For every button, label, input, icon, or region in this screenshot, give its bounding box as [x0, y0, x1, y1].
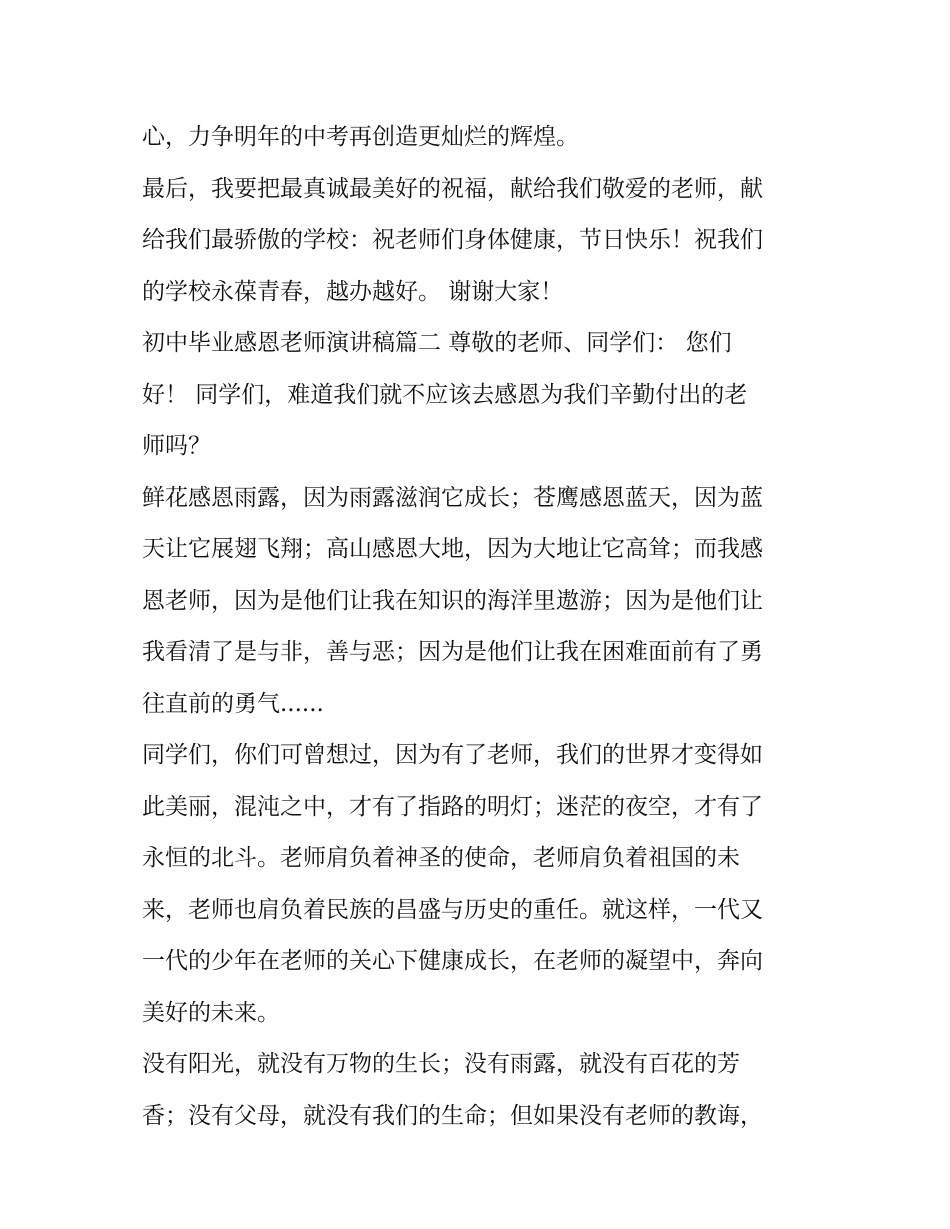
text-line: 往直前的勇气...... [142, 690, 324, 717]
text-line: 初中毕业感恩老师演讲稿篇二 尊敬的老师、同学们： 您们 [142, 330, 732, 356]
paragraph [142, 164, 822, 319]
text-line: 没有阳光，就没有万物的生长；没有雨露，就没有百花的芳 [142, 1051, 740, 1077]
text-line: 一代的少年在老师的关心下健康成长，在老师的凝望中，奔向 [142, 948, 763, 974]
text-line: 香；没有父母，就没有我们的生命；但如果没有老师的教诲， [142, 1102, 763, 1129]
paragraph [142, 473, 822, 731]
text-line: 最后，我要把最真诚最美好的祝福，献给我们敬爱的老师，献 [142, 175, 763, 202]
text-line: 美好的未来。 [142, 999, 280, 1026]
paragraph [142, 112, 822, 164]
text-line: 我看清了是与非，善与恶；因为是他们让我在困难面前有了勇 [142, 639, 763, 665]
text-line: 鲜花感恩雨露，因为雨露滋润它成长；苍鹰感恩蓝天，因为蓝 [142, 484, 763, 511]
paragraph [142, 1039, 822, 1142]
text-line: 的学校永葆青春，越办越好。 谢谢大家！ [142, 278, 564, 305]
text-line: 心，力争明年的中考再创造更灿烂的辉煌。 [142, 124, 579, 150]
text-line: 永恒的北斗。老师肩负着神圣的使命，老师肩负着祖国的未 [142, 845, 740, 871]
text-line: 天让它展翅飞翔；高山感恩大地，因为大地让它高耸；而我感 [142, 536, 763, 562]
text-line: 同学们，你们可曾想过，因为有了老师，我们的世界才变得如 [142, 742, 763, 768]
paragraph [142, 730, 822, 1039]
text-line: 好！ 同学们，难道我们就不应该去感恩为我们辛勤付出的老 [142, 381, 748, 408]
paragraph [142, 318, 822, 473]
text-line: 给我们最骄傲的学校：祝老师们身体健康，节日快乐！祝我们 [142, 227, 763, 253]
text-line: 师吗？ [142, 433, 211, 459]
text-line: 来，老师也肩负着民族的昌盛与历史的重任。就这样，一代又 [142, 896, 763, 923]
text-line: 恩老师，因为是他们让我在知识的海洋里遨游；因为是他们让 [142, 587, 763, 614]
text-line: 此美丽，混沌之中，才有了指路的明灯；迷茫的夜空，才有了 [142, 793, 763, 820]
document-body [142, 112, 822, 1142]
